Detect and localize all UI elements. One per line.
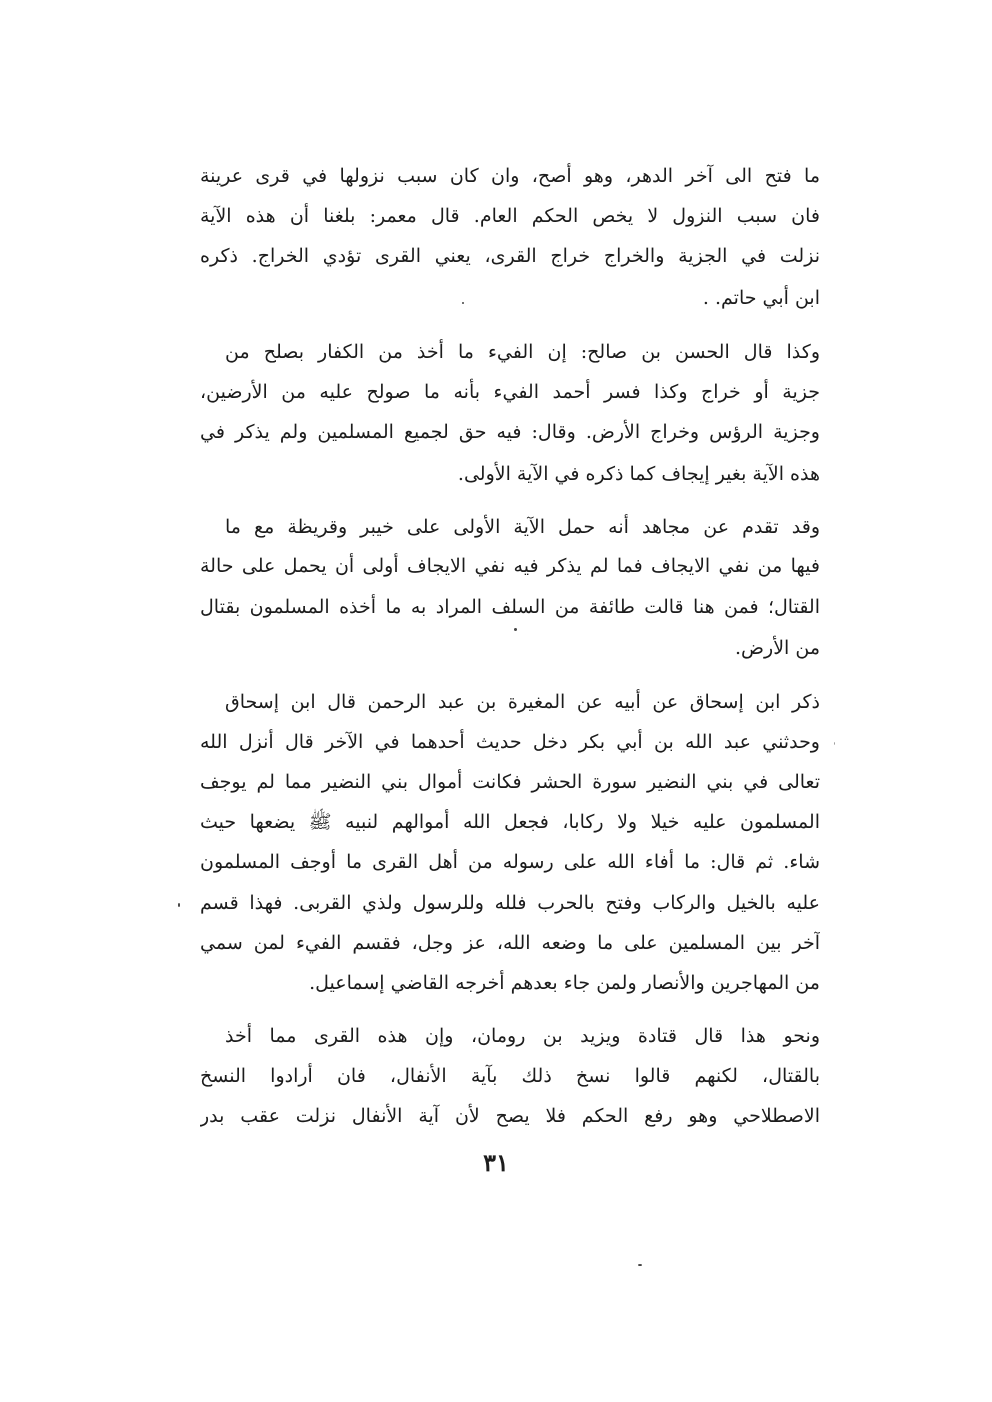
text-line: ابن أبي حاتم. . xyxy=(702,287,820,309)
text-line: ما فتح الى آخر الدهر، وهو أصح، وان كان سبب نزولها في قرى عرينة xyxy=(200,165,820,187)
text-line: وحدثني عبد الله بن أبي بكر دخل حديث أحدهما في الآخر قال أنزل الله xyxy=(200,731,820,753)
text-line: بالقتال، لكنهم قالوا نسخ ذلك بآية الأنفال، فان أرادوا النسخ xyxy=(200,1065,820,1087)
text-line: آخر بين المسلمين على ما وضعه الله، عز وجل، فقسم الفيء لمن سمي xyxy=(200,932,820,954)
text-line: تعالى في بني النضير سورة الحشر فكانت أموال بني النضير مما لم يوجف xyxy=(200,771,820,793)
text-line: وقد تقدم عن مجاهد أنه حمل الآية الأولى على خيبر وقريظة مع ما xyxy=(225,516,820,538)
text-line: هذه الآية بغير إيجاف كما ذكره في الآية الأولى. xyxy=(457,463,820,485)
text-line: من المهاجرين والأنصار ولمن جاء بعدهم أخرجه القاضي إسماعيل. xyxy=(309,972,820,994)
text-line: القتال؛ فمن هنا قالت طائفة من السلف المراد به ما أخذه المسلمون بقتال xyxy=(200,596,820,618)
text-line: فيها من نفي الايجاف فما لم يذكر فيه نفي الايجاف أولى أن يحمل على حالة xyxy=(200,555,820,577)
text-line: الاصطلاحي وهو رفع الحكم فلا يصح لأن آية الأنفال نزلت عقب بدر xyxy=(200,1105,820,1127)
text-line: ونحو هذا قال قتادة ويزيد بن رومان، وإن هذه القرى مما أخذ xyxy=(225,1025,820,1047)
text-line: شاء. ثم قال: ما أفاء الله على رسوله من أهل القرى ما أوجف المسلمون xyxy=(200,851,820,873)
text-line: من الأرض. xyxy=(735,637,820,659)
text-line: عليه بالخيل والركاب وفتح بالحرب فلله وللرسول ولذي القربى. فهذا قسم xyxy=(200,892,820,914)
text-line: نزلت في الجزية والخراج خراج القرى، يعني القرى تؤدي الخراج. ذكره xyxy=(200,245,820,267)
scan-speck xyxy=(834,742,835,745)
text-line: المسلمون عليه خيلا ولا ركابا، فجعل الله أموالهم لنبيه ﷺ يضعها حيث xyxy=(200,811,820,833)
text-line: وكذا قال الحسن بن صالح: إن الفيء ما أخذ من الكفار بصلح من xyxy=(225,341,820,363)
scan-speck xyxy=(514,628,517,631)
text-line: ذكر ابن إسحاق عن أبيه عن المغيرة بن عبد الرحمن قال ابن إسحاق xyxy=(225,691,820,713)
page-number: ٣١ xyxy=(483,1148,509,1177)
scan-speck xyxy=(178,903,180,907)
text-line: فان سبب النزول لا يخص الحكم العام. قال معمر: بلغنا أن هذه الآية xyxy=(200,205,820,227)
text-line: جزية أو خراج وكذا فسر أحمد الفيء بأنه ما صولح عليه من الأرضين، xyxy=(200,381,820,403)
scan-speck xyxy=(638,1264,642,1266)
text-line: وجزية الرؤس وخراج الأرض. وقال: فيه حق لجميع المسلمين ولم يذكر في xyxy=(200,421,820,443)
scan-speck xyxy=(462,302,464,304)
